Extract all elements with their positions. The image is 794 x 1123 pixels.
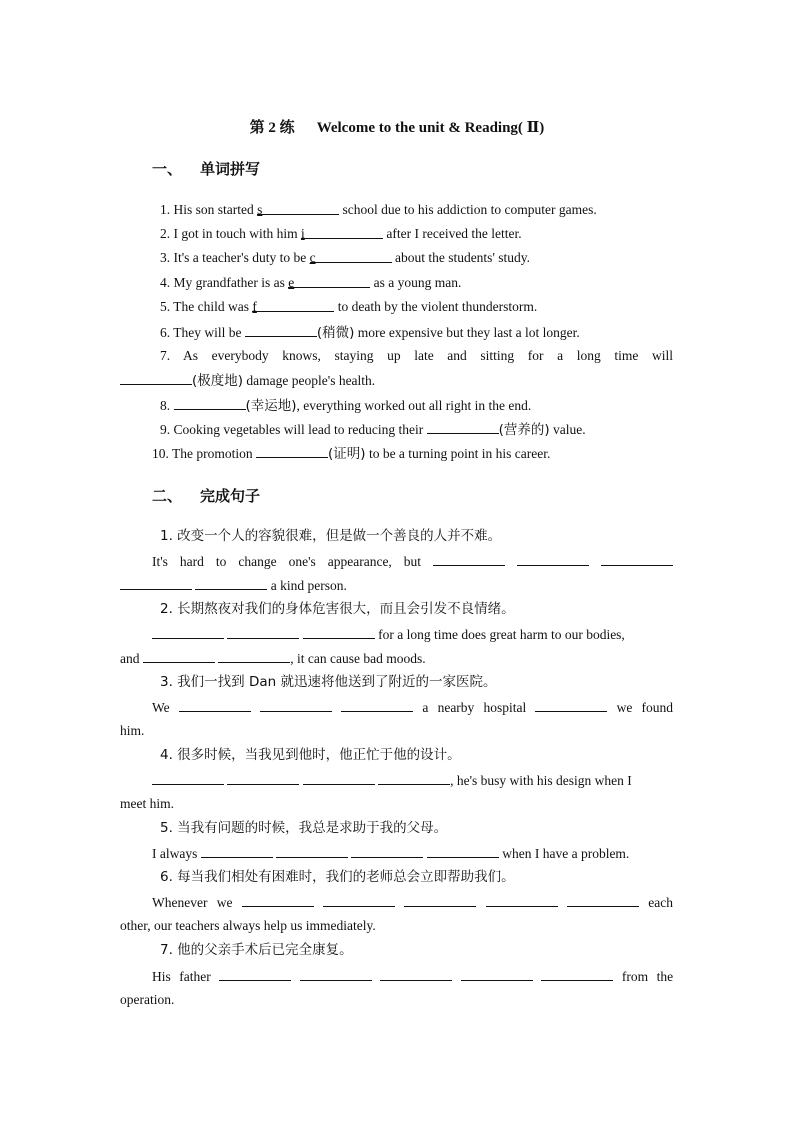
sentence-1-line2: a kind person.: [120, 576, 673, 595]
answer-blank[interactable]: [120, 576, 192, 590]
answer-blank[interactable]: [427, 844, 499, 858]
sentence-6-line2: other, our teachers always help us immediately.: [120, 918, 376, 933]
sentence-5-chinese: 5. 当我有问题的时候，我总是求助于我的父母。: [160, 820, 448, 836]
sentence-4-chinese: 4. 很多时候，当我见到他时，他正忙于他的设计。: [160, 747, 461, 763]
answer-blank[interactable]: [351, 844, 423, 858]
lesson-number: 第 2 练: [249, 120, 295, 136]
answer-blank[interactable]: [219, 967, 291, 981]
answer-blank[interactable]: [517, 552, 589, 566]
sentence-1-chinese: 1. 改变一个人的容貌很难，但是做一个善良的人并不难。: [160, 528, 502, 544]
answer-blank[interactable]: [179, 698, 251, 712]
answer-blank[interactable]: [218, 649, 290, 663]
answer-blank[interactable]: [427, 420, 499, 434]
answer-blank[interactable]: [201, 844, 273, 858]
answer-blank[interactable]: [601, 552, 673, 566]
answer-blank[interactable]: [378, 771, 450, 785]
answer-blank[interactable]: [152, 625, 224, 639]
question-6: 6. They will be (稍微) more expensive but they last a lot longer.: [160, 325, 580, 341]
sentence-1-line1: It's hard to change one's appearance, but: [120, 552, 673, 571]
answer-blank[interactable]: e: [288, 274, 370, 288]
sentence-3-line2: him.: [120, 723, 145, 738]
section-label: 完成句子: [200, 489, 261, 505]
page-title: [0, 116, 794, 137]
answer-blank[interactable]: [303, 625, 375, 639]
sentence-2-line1: for a long time does great harm to our bodies,: [120, 625, 673, 644]
answer-blank[interactable]: [227, 625, 299, 639]
sentence-7-chinese: 7. 他的父亲手术后已完全康复。: [160, 942, 353, 958]
sentence-7-line2: operation.: [120, 992, 175, 1007]
question-3: 3. It's a teacher's duty to be c about the students' study.: [160, 250, 530, 265]
answer-blank[interactable]: [256, 444, 328, 458]
sentence-7-line1: His father from the: [152, 969, 674, 984]
answer-blank[interactable]: f: [252, 298, 334, 312]
answer-blank[interactable]: [174, 396, 246, 410]
lesson-title: Welcome to the unit & Reading( Ⅱ): [316, 120, 545, 136]
answer-blank[interactable]: [541, 967, 613, 981]
question-2: 2. I got in touch with him i after I received the letter.: [160, 226, 522, 241]
answer-blank[interactable]: i: [301, 225, 383, 239]
answer-blank[interactable]: [341, 698, 413, 712]
sentence-4-line1: , he's busy with his design when I: [120, 771, 673, 790]
answer-blank[interactable]: [404, 893, 476, 907]
question-4: 4. My grandfather is as e as a young man.: [160, 275, 462, 290]
answer-blank[interactable]: [245, 323, 317, 337]
section-number: 二、: [152, 489, 183, 505]
question-8: 8. (幸运地), everything worked out all right in the end.: [160, 398, 532, 414]
question-5: 5. The child was f to death by the violent thunderstorm.: [160, 299, 538, 314]
answer-blank[interactable]: [486, 893, 558, 907]
section-heading-2: [152, 485, 260, 506]
answer-blank[interactable]: s: [257, 201, 339, 215]
question-7-line1: 7. As everybody knows, staying up late and sitting for a long time will: [160, 348, 673, 363]
answer-blank[interactable]: [143, 649, 215, 663]
answer-blank[interactable]: [120, 371, 192, 385]
section-heading-1: [152, 158, 260, 179]
answer-blank[interactable]: c: [310, 249, 392, 263]
answer-blank[interactable]: [433, 552, 505, 566]
answer-blank[interactable]: [242, 893, 314, 907]
sentence-5-line1: I always when I have a problem.: [152, 846, 630, 861]
answer-blank[interactable]: [380, 967, 452, 981]
question-7-line2: (极度地) damage people's health.: [120, 371, 673, 390]
answer-blank[interactable]: [276, 844, 348, 858]
question-1: 1. His son started s school due to his addiction to computer games.: [160, 202, 597, 217]
answer-blank[interactable]: [227, 771, 299, 785]
answer-blank[interactable]: [152, 771, 224, 785]
answer-blank[interactable]: [260, 698, 332, 712]
sentence-4-line2: meet him.: [120, 796, 174, 811]
answer-blank[interactable]: [567, 893, 639, 907]
sentence-3-line1: We a nearby hospital we found: [152, 700, 674, 715]
answer-blank[interactable]: [323, 893, 395, 907]
sentence-2-line2: and , it can cause bad moods.: [120, 651, 426, 666]
section-label: 单词拼写: [200, 162, 261, 178]
sentence-6-chinese: 6. 每当我们相处有困难时，我们的老师总会立即帮助我们。: [160, 869, 515, 885]
answer-blank[interactable]: [461, 967, 533, 981]
answer-blank[interactable]: [303, 771, 375, 785]
sentence-6-line1: Whenever we each: [152, 895, 674, 910]
section-number: 一、: [152, 162, 183, 178]
sentence-2-chinese: 2. 长期熬夜对我们的身体危害很大，而且会引发不良情绪。: [160, 601, 515, 617]
question-9: 9. Cooking vegetables will lead to reducing their (营养的) value.: [160, 422, 586, 438]
answer-blank[interactable]: [195, 576, 267, 590]
answer-blank[interactable]: [300, 967, 372, 981]
sentence-3-chinese: 3. 我们一找到 Dan 就迅速将他送到了附近的一家医院。: [160, 674, 497, 690]
answer-blank[interactable]: [535, 698, 607, 712]
question-10: 10. The promotion (证明) to be a turning point in his career.: [152, 446, 551, 462]
